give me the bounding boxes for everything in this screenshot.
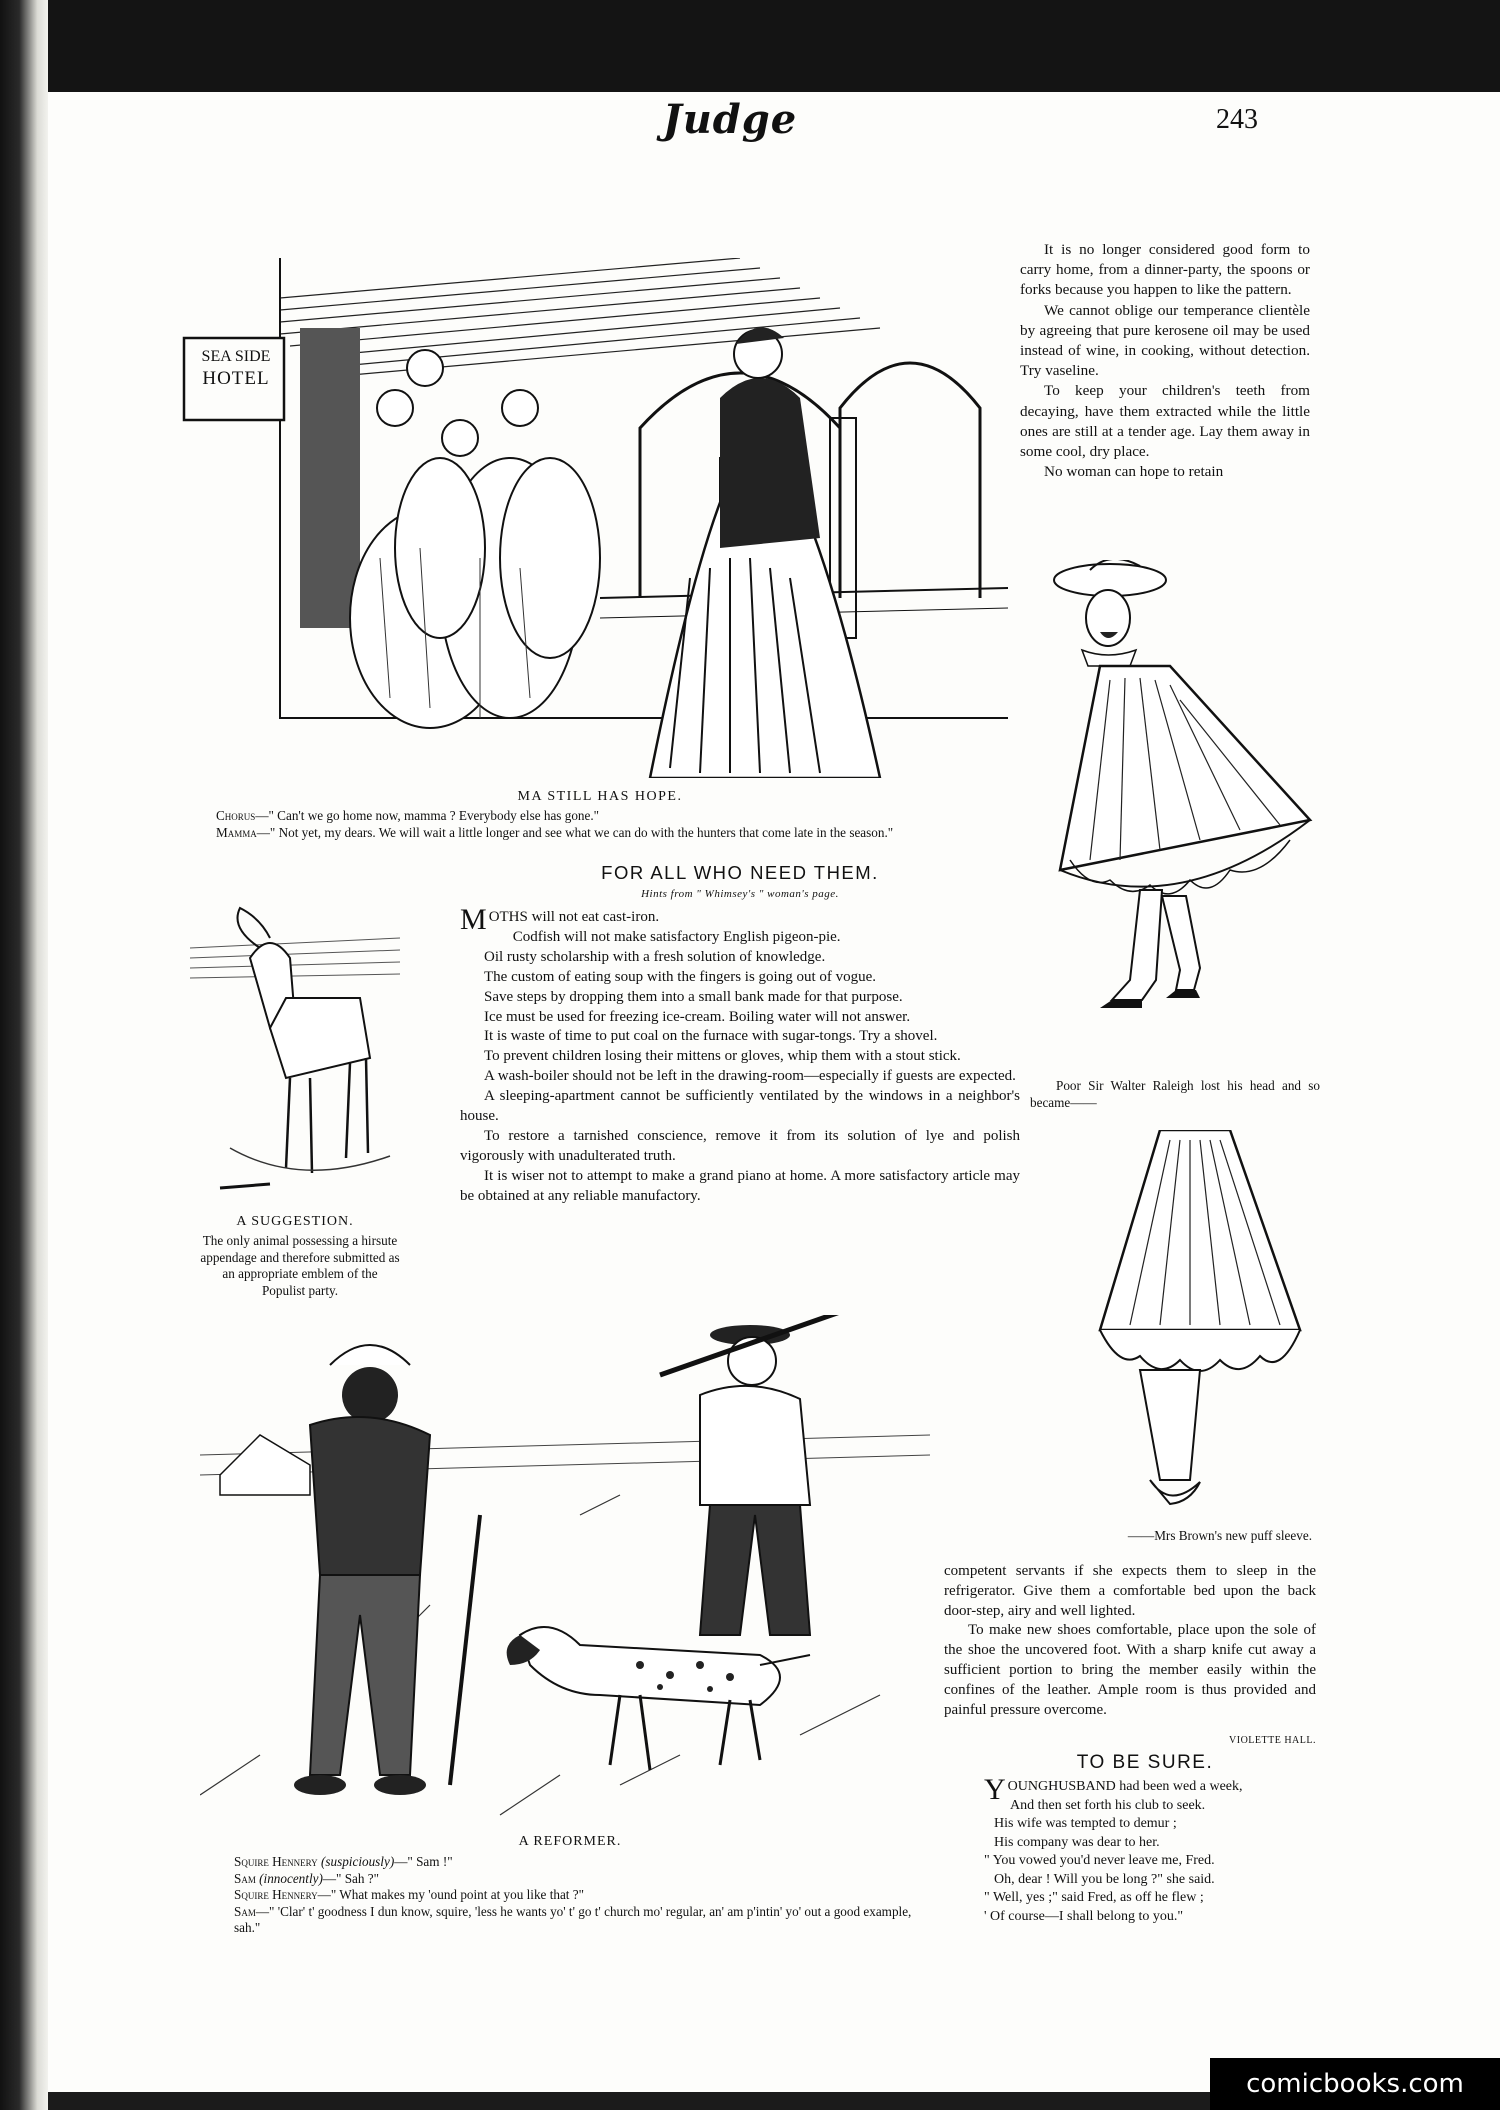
speaker-name: Sam [234,1903,256,1919]
article-paragraph: Oil rusty scholarship with a fresh solution of knowledge. [484,948,826,965]
goat-cartoon-caption [200,1233,400,1299]
paragraph: It is no longer considered good form to carry home, from a dinner-party, the spoons or forks because you happen to like the pattern. [1020,241,1310,299]
dialogue-text: —" Can't we go home now, mamma ? Everybody else has gone." [255,808,600,823]
hotel-cartoon-title: MA STILL HAS HOPE. [517,789,683,804]
poem-line: And then set forth his club to seek. [1010,1797,1206,1813]
raleigh-illustration [1030,560,1320,1060]
paragraph: To keep your children's teeth from decaying, have them extracted while the little ones are still at a tender age. Lay them away in some cool, dry place. [1020,382,1310,461]
poem [984,1773,1304,1926]
article-paragraph: Ice must be used for freezing ice-cream. Boiling water will not answer. [484,1008,911,1025]
speaker-aside: (suspiciously) [320,1854,395,1869]
dialogue-text: —" Sam !" [394,1854,453,1869]
paragraph: competent servants if she expects them to sleep in the refrigerator. Give them a comfortable bed upon the back door-step, airy and well lighted. [944,1563,1316,1619]
article-paragraph: The custom of eating soup with the fingers is going out of vogue. [484,968,877,985]
reformer-dialogue-line [234,1887,934,1904]
goat-illustration [190,888,400,1200]
reformer-dialogue-line [234,1904,934,1937]
article-paragraph: To prevent children losing their mittens or gloves, whip them with a stout stick. [484,1048,961,1065]
paragraph: No woman can hope to retain [1044,463,1224,481]
puff-sleeve-illustration [1080,1130,1320,1530]
hotel-sign-line2: HOTEL [202,368,270,389]
article-dropcap: M [460,903,487,936]
reformer-dialogue-line [234,1871,934,1888]
article-paragraph: It is wiser not to attempt to make a grand piano at home. A more satisfactory article may be obtained at any reliable manufactory. [460,1167,1020,1204]
scan-top-edge [0,0,1500,92]
hotel-dialogue-line [216,825,1006,842]
article-first-paragraph [460,903,1020,936]
speaker-name: Chorus [216,808,256,823]
poem-line: His wife was tempted to demur ; [994,1816,1177,1831]
article-paragraph: A wash-boiler should not be left in the drawing-room—especially if guests are expected. [484,1068,1016,1085]
poem-line: " Well, yes ;" said Fred, as off he flew ; [984,1890,1204,1905]
dialogue-text: —" Not yet, my dears. We will wait a little longer and see what we can do with the hunters that come late in the season." [256,824,894,840]
poem-title: TO BE SURE. [1076,1752,1214,1773]
article-first-line: OTHS will not eat cast-iron. [488,909,660,925]
hotel-cartoon-dialogue [216,808,1006,841]
reformer-cartoon-title: A REFORMER. [518,1834,622,1849]
poem-line: OUNGHUSBAND had been wed a week, [1007,1779,1243,1794]
right-column-top-text [1020,240,1310,482]
raleigh-caption [1030,1078,1320,1111]
article-signature: VIOLETTE HALL. [1229,1735,1316,1746]
poem-line: Oh, dear ! Will you be long ?" she said. [994,1871,1215,1887]
masthead: Judge [662,96,798,143]
reformer-dialogue-line [234,1854,934,1871]
article-title: FOR ALL WHO NEED THEM. [601,862,879,883]
reformer-illustration [200,1315,930,1835]
dialogue-text: —" What makes my 'ound point at you like that ?" [317,1887,585,1902]
hotel-sign-text [188,346,284,390]
article-subtitle: Hints from " Whimsey's " woman's page. [641,888,839,900]
raleigh-caption-text: Poor Sir Walter Raleigh lost his head and so became—— [1030,1078,1320,1110]
watermark-text: comicbooks.com [1246,2069,1464,2099]
paragraph: We cannot oblige our temperance clientèle by agreeing that pure kerosene oil may be used instead of wine, in cooking, without detection. Try vaseline. [1020,301,1310,380]
poem-line: ' Of course—I shall belong to you." [984,1908,1184,1924]
speaker-aside: (innocently) [259,1870,323,1886]
hotel-sign-line1: SEA SIDE [201,348,271,365]
speaker-name: Mamma [216,824,257,840]
poem-line: " You vowed you'd never leave me, Fred. [984,1853,1215,1868]
dialogue-text: —" 'Clar' t' goodness I dun know, squire, 'less he wants yo' t' go t' church mo' regular, an' am p'intin' yo' out a good example, sah." [234,1903,912,1935]
hotel-dialogue-line [216,808,1006,825]
poem-dropcap: Y [984,1773,1006,1806]
paragraph: To make new shoes comfortable, place upon the sole of the shoe the uncovered foot. With a sharp knife cut away a sufficient portion to bring the member easily within the confines of the leather. Ample room is thus provided and painful pressure overcome. [944,1622,1316,1718]
poem-line: His company was dear to her. [994,1834,1160,1850]
article-paragraph: It is waste of time to put coal on the furnace with sugar-tongs. Try a shovel. [484,1028,938,1045]
dialogue-text: —" Sah ?" [322,1870,380,1886]
speaker-name: Squire Hennery [234,1887,318,1902]
article-body [460,903,1020,1207]
puff-sleeve-caption: ——Mrs Brown's new puff sleeve. [1127,1528,1312,1543]
article-paragraph: A sleeping-apartment cannot be sufficiently ventilated by the windows in a neighbor's house. [460,1088,1020,1125]
speaker-name: Sam [234,1870,256,1886]
article-paragraph: Codfish will not make satisfactory English pigeon-pie. [512,928,841,945]
right-column-bottom-text [944,1562,1316,1720]
reformer-dialogue [234,1854,934,1937]
goat-cartoon-title: A SUGGESTION. [236,1214,354,1229]
page-number: 243 [1216,104,1258,135]
speaker-name: Squire Hennery [234,1854,318,1869]
scan-binding-edge [0,0,48,2110]
hotel-illustration [180,258,1008,778]
watermark-badge [1210,2058,1500,2110]
article-paragraph: To restore a tarnished conscience, remove it from its solution of lye and polish vigorously with unadulterated truth. [460,1127,1020,1164]
article-paragraph: Save steps by dropping them into a small bank made for that purpose. [484,988,903,1005]
goat-caption-text: The only animal possessing a hirsute appendage and therefore submitted as an appropriate emblem of the Populist party. [200,1233,400,1298]
